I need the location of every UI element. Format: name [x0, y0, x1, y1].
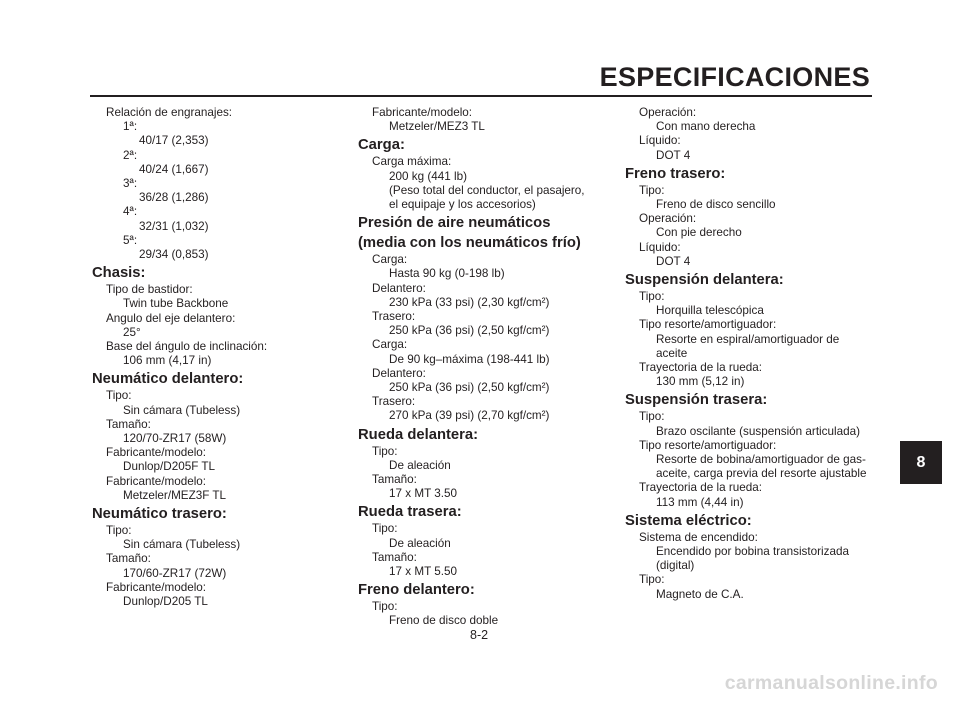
spec-line: Trayectoria de la rueda:: [639, 481, 762, 495]
spec-line: Brazo oscilante (suspensión articulada): [656, 424, 860, 438]
spec-line: Resorte de bobina/amortiguador de gas-: [656, 453, 866, 467]
section-heading: Neumático delantero:: [92, 371, 244, 388]
spec-line: Tipo:: [106, 524, 132, 538]
spec-line: Trasero:: [372, 395, 416, 409]
spec-line: 200 kg (441 lb): [389, 169, 467, 183]
spec-line: Relación de engranajes:: [106, 106, 233, 119]
spec-line: 36/28 (1,286): [139, 191, 209, 205]
spec-line: 106 mm (4,17 in): [123, 354, 212, 368]
spec-line: 1ª:: [123, 120, 138, 134]
section-heading: Rueda delantera:: [358, 426, 479, 443]
spec-line: Fabricante/modelo:: [106, 446, 207, 460]
spec-line: De 90 kg–máxima (198-441 lb): [389, 352, 550, 366]
spec-line: Hasta 90 kg (0-198 lb): [389, 267, 505, 281]
spec-line: Dunlop/D205F TL: [123, 460, 216, 474]
spec-line: 250 kPa (36 psi) (2,50 kgf/cm²): [389, 381, 550, 395]
spec-line: 32/31 (1,032): [139, 219, 209, 233]
spec-line: Líquido:: [639, 134, 681, 148]
spec-line: el equipaje y los accesorios): [389, 198, 536, 212]
spec-line: Líquido:: [639, 240, 681, 254]
spec-line: Fabricante/modelo:: [372, 106, 473, 119]
spec-line: Base del ángulo de inclinación:: [106, 340, 268, 354]
page-title: ESPECIFICACIONES: [599, 62, 870, 92]
spec-line: De aleación: [389, 536, 451, 550]
spec-line: Trayectoria de la rueda:: [639, 361, 762, 375]
spec-line: 40/17 (2,353): [139, 134, 209, 148]
spec-line: 4ª:: [123, 205, 138, 219]
spec-line: Carga:: [372, 338, 408, 352]
spec-column-2: [358, 106, 610, 629]
spec-line: Operación:: [639, 212, 697, 226]
page-number: 8-2: [470, 628, 489, 642]
spec-line: Metzeler/MEZ3F TL: [123, 488, 227, 502]
spec-line: (digital): [656, 559, 695, 573]
section-heading: Freno trasero:: [625, 165, 726, 182]
spec-line: 5ª:: [123, 233, 138, 247]
spec-line: Tamaño:: [372, 473, 417, 487]
spec-column-1: [92, 106, 342, 609]
spec-line: 113 mm (4,44 in): [656, 495, 744, 509]
spec-line: Tamaño:: [372, 550, 417, 564]
spec-line: Trasero:: [372, 310, 416, 324]
section-heading: Rueda trasera:: [358, 504, 462, 521]
spec-line: Tipo:: [639, 573, 665, 587]
title-rule: [90, 95, 872, 97]
spec-line: Delantero:: [372, 281, 426, 295]
spec-line: Tipo:: [372, 600, 398, 614]
spec-line: (Peso total del conductor, el pasajero,: [389, 183, 585, 197]
spec-line: Tipo:: [106, 389, 132, 403]
spec-line: Angulo del eje delantero:: [106, 311, 236, 325]
spec-line: Sin cámara (Tubeless): [123, 403, 241, 417]
spec-line: Encendido por bobina transistorizada: [656, 545, 849, 559]
watermark: carmanualsonline.info: [724, 672, 938, 694]
spec-line: Metzeler/MEZ3 TL: [389, 120, 485, 134]
spec-line: Carga máxima:: [372, 155, 452, 169]
spec-line: 230 kPa (33 psi) (2,30 kgf/cm²): [389, 295, 550, 309]
spec-line: 120/70-ZR17 (58W): [123, 432, 227, 446]
spec-line: Tamaño:: [106, 417, 151, 431]
spec-column-3: [625, 106, 887, 602]
spec-line: Tamaño:: [106, 552, 151, 566]
spec-line: Magneto de C.A.: [656, 587, 744, 601]
spec-line: Operación:: [639, 106, 697, 119]
spec-line: 17 x MT 5.50: [389, 565, 457, 579]
spec-line: Tipo:: [639, 183, 665, 197]
spec-line: DOT 4: [656, 148, 691, 162]
spec-line: Fabricante/modelo:: [106, 580, 207, 594]
spec-line: Twin tube Backbone: [123, 297, 229, 311]
spec-line: Tipo:: [372, 522, 398, 536]
spec-line: Tipo resorte/amortiguador:: [639, 438, 777, 452]
spec-line: DOT 4: [656, 254, 691, 268]
spec-line: aceite: [656, 346, 688, 360]
section-heading: Carga:: [358, 137, 405, 154]
spec-line: 40/24 (1,667): [139, 162, 209, 176]
section-heading: Suspensión delantera:: [625, 272, 784, 289]
spec-line: Freno de disco doble: [389, 614, 499, 628]
section-heading: Presión de aire neumáticos: [358, 215, 551, 232]
spec-line: 170/60-ZR17 (72W): [123, 566, 227, 580]
spec-line: 250 kPa (36 psi) (2,50 kgf/cm²): [389, 324, 550, 338]
spec-line: 3ª:: [123, 177, 138, 191]
chapter-tab: 8: [900, 441, 942, 484]
spec-line: aceite, carga previa del resorte ajustable: [656, 467, 867, 481]
spec-line: 29/34 (0,853): [139, 248, 209, 262]
spec-line: Carga:: [372, 253, 408, 267]
spec-line: Freno de disco sencillo: [656, 198, 776, 212]
section-heading: Chasis:: [92, 265, 146, 282]
spec-line: Dunlop/D205 TL: [123, 595, 208, 609]
spec-line: Delantero:: [372, 366, 426, 380]
section-heading: (media con los neumáticos frío): [358, 235, 581, 252]
spec-line: Sistema de encendido:: [639, 530, 758, 544]
section-heading: Suspensión trasera:: [625, 392, 768, 409]
spec-line: 25°: [123, 325, 141, 339]
spec-line: Fabricante/modelo:: [106, 474, 207, 488]
spec-line: Con mano derecha: [656, 120, 756, 134]
spec-line: Tipo:: [372, 444, 398, 458]
spec-line: De aleación: [389, 458, 451, 472]
section-heading: Sistema eléctrico:: [625, 512, 752, 529]
spec-line: Tipo de bastidor:: [106, 283, 193, 297]
spec-line: Con pie derecho: [656, 226, 742, 240]
spec-line: Sin cámara (Tubeless): [123, 538, 241, 552]
spec-line: 130 mm (5,12 in): [656, 375, 745, 389]
section-heading: Neumático trasero:: [92, 506, 227, 523]
spec-line: 17 x MT 3.50: [389, 487, 457, 501]
spec-line: Horquilla telescópica: [656, 304, 764, 318]
spec-line: Tipo:: [639, 410, 665, 424]
spec-line: Resorte en espiral/amortiguador de: [656, 332, 840, 346]
spec-line: Tipo:: [639, 290, 665, 304]
spec-line: 2ª:: [123, 148, 138, 162]
section-heading: Freno delantero:: [358, 582, 475, 599]
spec-line: Tipo resorte/amortiguador:: [639, 318, 777, 332]
spec-line: 270 kPa (39 psi) (2,70 kgf/cm²): [389, 409, 550, 423]
